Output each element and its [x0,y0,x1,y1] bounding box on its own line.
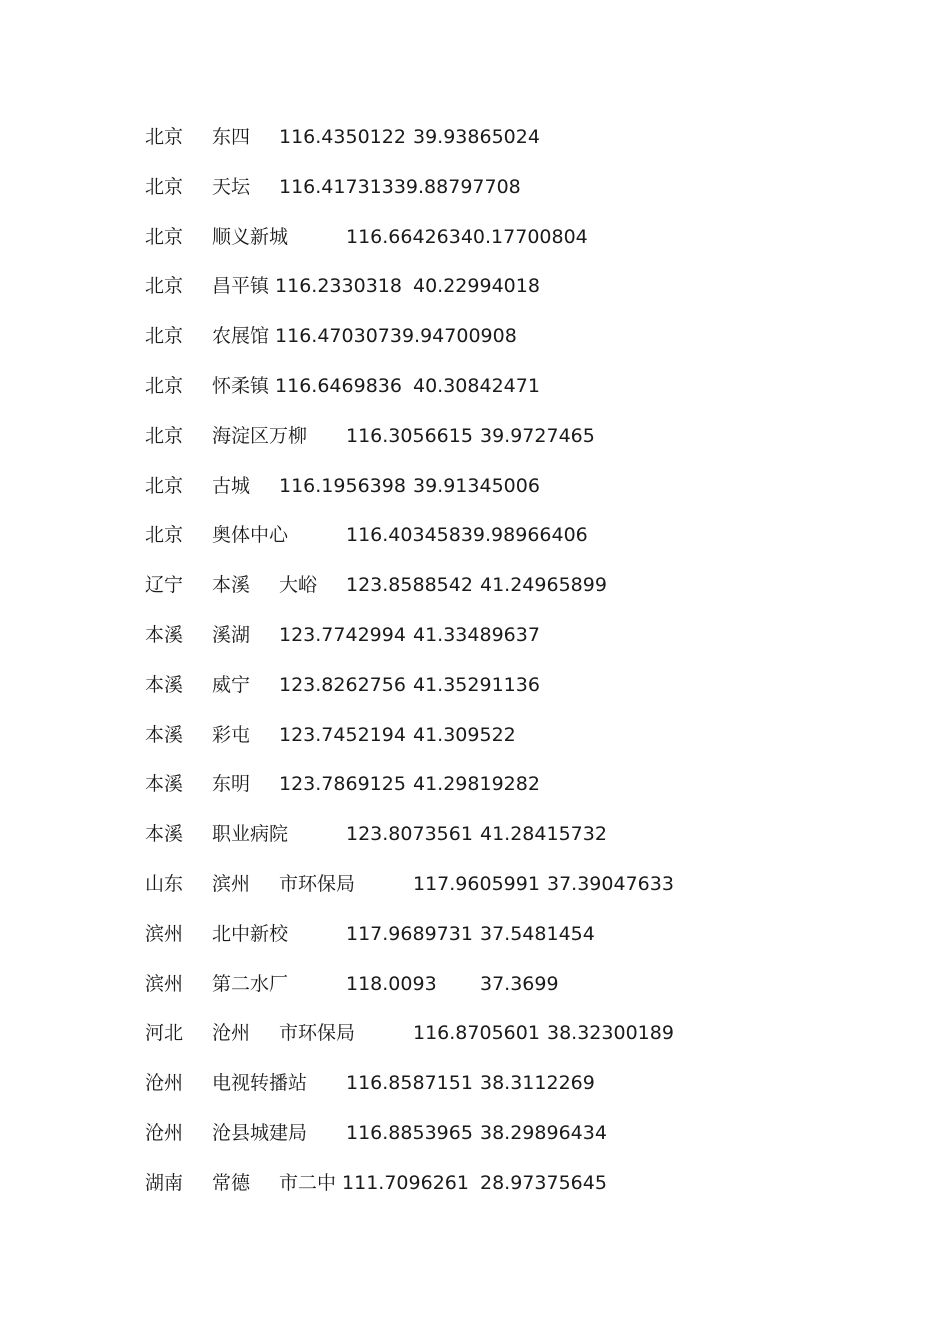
text-line: 本溪 威宁 123.8262756 41.35291136 [145,673,540,696]
text-line: 北京 古城 116.1956398 39.91345006 [145,474,540,497]
text-line: 本溪 溪湖 123.7742994 41.33489637 [145,623,540,646]
text-line: 本溪 东明 123.7869125 41.29819282 [145,773,540,796]
text-line: 湖南 常德 市二中 111.7096261 28.97375645 [145,1171,607,1194]
text-line: 北京 怀柔镇 116.6469836 40.30842471 [145,374,540,397]
text-line: 北京 昌平镇 116.2330318 40.22994018 [145,275,540,298]
text-line: 本溪 彩屯 123.7452194 41.309522 [145,723,516,746]
text-line: 山东 滨州 市环保局 117.9605991 37.39047633 [145,872,674,895]
text-line: 北京 海淀区万柳 116.3056615 39.9727465 [145,424,595,447]
text-line: 沧州 电视转播站 116.8587151 38.3112269 [145,1072,595,1095]
text-line: 滨州 北中新校 117.9689731 37.5481454 [145,922,595,945]
text-line: 河北 沧州 市环保局 116.8705601 38.32300189 [145,1022,674,1045]
text-line: 滨州 第二水厂 118.0093 37.3699 [145,972,559,995]
text-line: 北京 农展馆 116.47030739.94700908 [145,325,517,348]
text-line: 北京 奥体中心 116.40345839.98966406 [145,524,588,547]
text-line: 北京 天坛 116.41731339.88797708 [145,175,521,198]
text-line: 本溪 职业病院 123.8073561 41.28415732 [145,823,607,846]
text-line: 沧州 沧县城建局 116.8853965 38.29896434 [145,1121,607,1144]
text-line: 北京 东四 116.4350122 39.93865024 [145,126,540,148]
text-line: 北京 顺义新城 116.66426340.17700804 [145,225,588,248]
monitoring-station-list [145,124,845,1220]
text-line: 辽宁 本溪 大峪 123.8588542 41.24965899 [145,574,607,597]
